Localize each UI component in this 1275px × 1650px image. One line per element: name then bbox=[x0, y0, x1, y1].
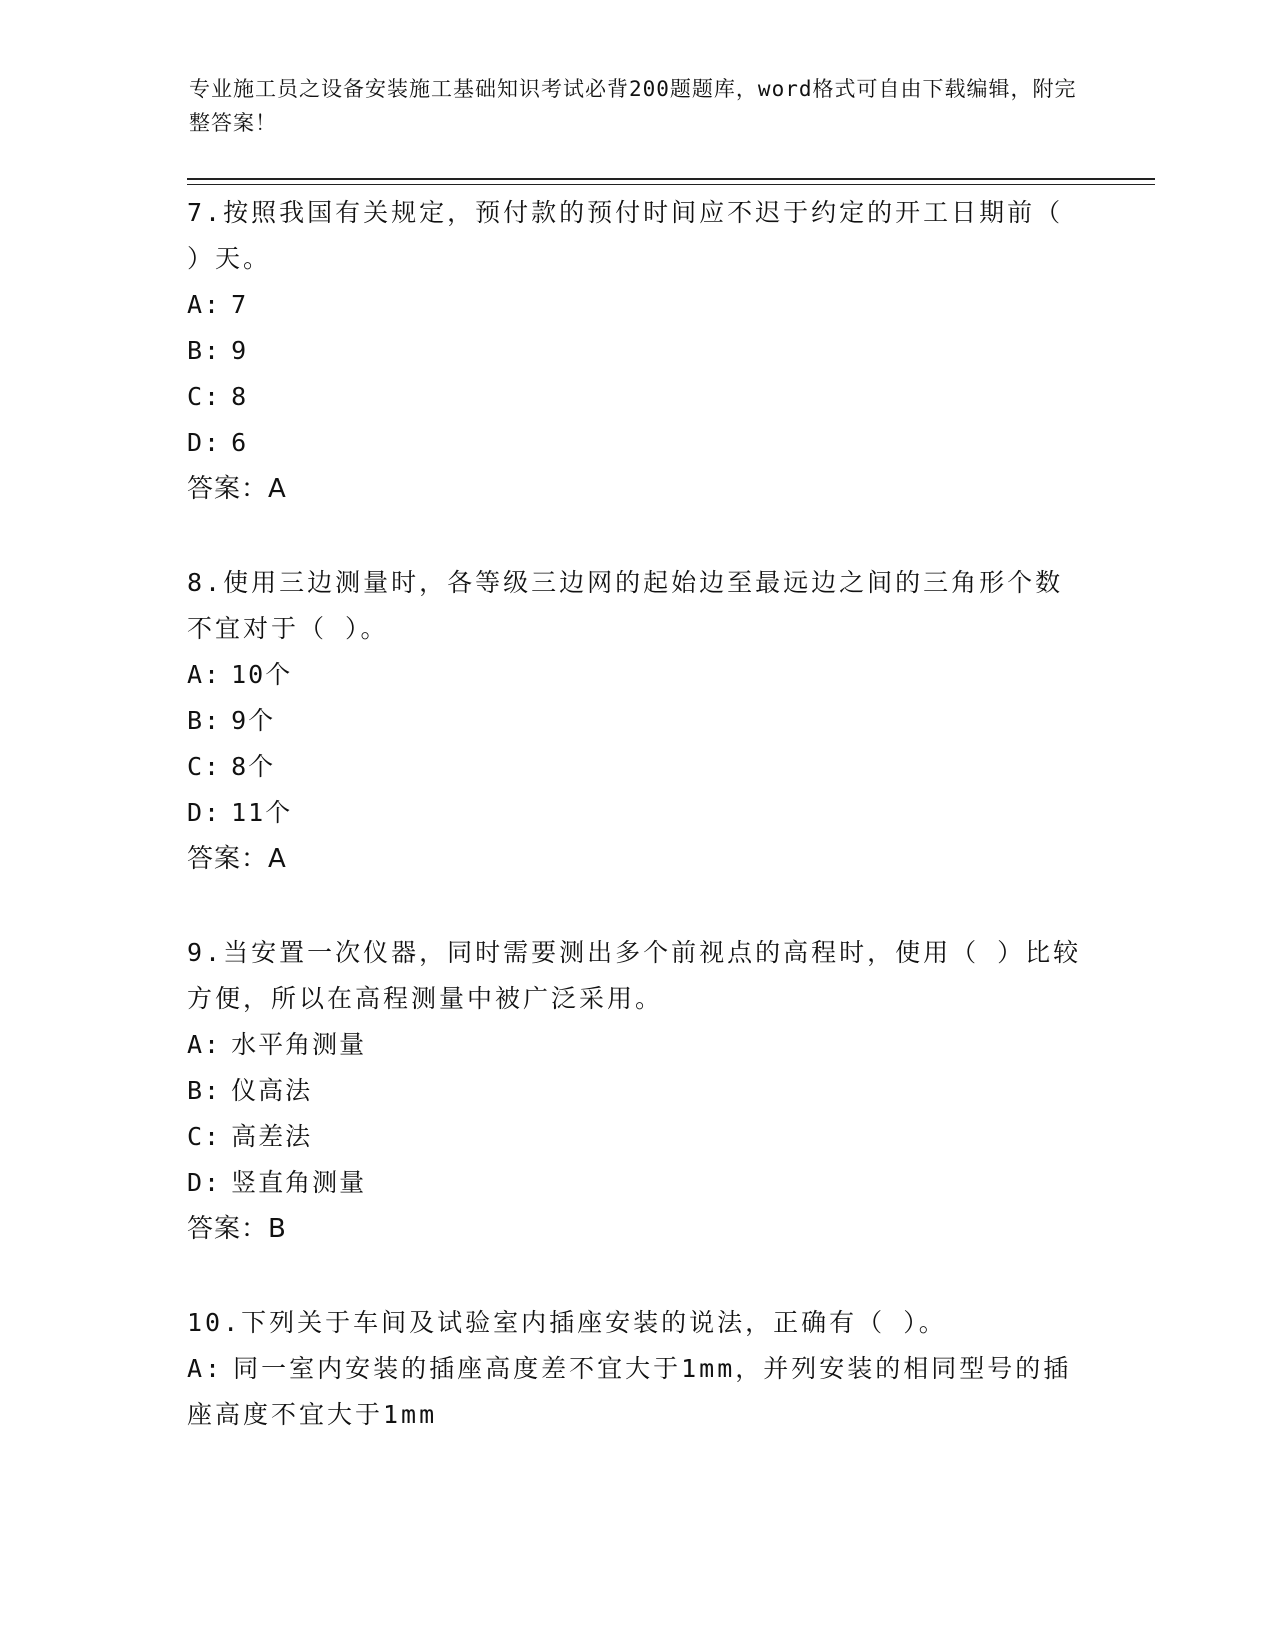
option-key: A: bbox=[187, 660, 222, 689]
option-d bbox=[187, 790, 1087, 836]
question-text: 8.使用三边测量时，各等级三边网的起始边至最远边之间的三角形个数不宜对于（ ）。 bbox=[187, 568, 1064, 643]
option-key: B: bbox=[187, 336, 222, 365]
option-c bbox=[187, 744, 1087, 790]
option-key: D: bbox=[187, 1168, 222, 1197]
option-key: B: bbox=[187, 1076, 222, 1105]
answer-label: 答案：A bbox=[187, 474, 287, 504]
option-value: 8 bbox=[231, 382, 249, 411]
option-a bbox=[187, 1346, 1087, 1438]
option-key: C: bbox=[187, 1122, 222, 1151]
document-header bbox=[189, 72, 1089, 140]
option-value: 竖直角测量 bbox=[231, 1168, 367, 1197]
option-c bbox=[187, 1114, 1087, 1160]
option-key: D: bbox=[187, 798, 222, 827]
option-value: 7 bbox=[231, 290, 249, 319]
question-list bbox=[187, 190, 1087, 1486]
option-key: C: bbox=[187, 382, 222, 411]
option-key: A: bbox=[187, 1030, 222, 1059]
option-value: 9 bbox=[231, 336, 249, 365]
option-value: 同一室内安装的插座高度差不宜大于1mm，并列安装的相同型号的插座高度不宜大于1mm bbox=[187, 1354, 1072, 1429]
question-8 bbox=[187, 560, 1087, 882]
header-divider-thin bbox=[187, 184, 1155, 185]
question-text: 10.下列关于车间及试验室内插座安装的说法，正确有（ ）。 bbox=[187, 1308, 947, 1337]
document-title: 专业施工员之设备安装施工基础知识考试必背200题题库，word格式可自由下载编辑，附完整答案！ bbox=[189, 77, 1077, 135]
question-text: 9.当安置一次仪器，同时需要测出多个前视点的高程时，使用（ ）比较方便，所以在高程测量中被广泛采用。 bbox=[187, 938, 1082, 1013]
option-a bbox=[187, 282, 1087, 328]
option-key: B: bbox=[187, 706, 222, 735]
option-b bbox=[187, 328, 1087, 374]
option-value: 高差法 bbox=[231, 1122, 313, 1151]
option-value: 6 bbox=[231, 428, 249, 457]
option-value: 8个 bbox=[231, 752, 276, 781]
option-b bbox=[187, 698, 1087, 744]
option-d bbox=[187, 420, 1087, 466]
option-key: D: bbox=[187, 428, 222, 457]
option-value: 10个 bbox=[231, 660, 293, 689]
question-7 bbox=[187, 190, 1087, 512]
option-value: 仪高法 bbox=[231, 1076, 313, 1105]
option-value: 9个 bbox=[231, 706, 276, 735]
option-key: A: bbox=[187, 1354, 224, 1383]
question-10 bbox=[187, 1300, 1087, 1438]
answer-label: 答案：A bbox=[187, 844, 287, 874]
option-value: 水平角测量 bbox=[231, 1030, 367, 1059]
option-value: 11个 bbox=[231, 798, 293, 827]
option-d bbox=[187, 1160, 1087, 1206]
option-a bbox=[187, 1022, 1087, 1068]
answer-label: 答案：B bbox=[187, 1214, 287, 1244]
question-9 bbox=[187, 930, 1087, 1252]
question-text: 7.按照我国有关规定，预付款的预付时间应不迟于约定的开工日期前（ ）天。 bbox=[187, 198, 1064, 273]
option-b bbox=[187, 1068, 1087, 1114]
option-c bbox=[187, 374, 1087, 420]
option-key: A: bbox=[187, 290, 222, 319]
option-key: C: bbox=[187, 752, 222, 781]
header-divider-thick bbox=[187, 178, 1155, 180]
option-a bbox=[187, 652, 1087, 698]
